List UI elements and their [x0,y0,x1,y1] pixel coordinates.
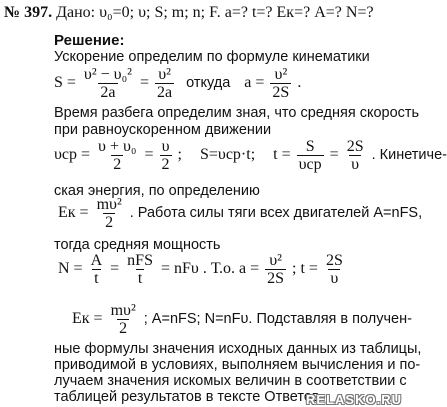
f2-num1: υ + υ₀ [98,138,137,155]
f1-den1: 2a [100,84,116,101]
f5-den: 2 [119,320,128,337]
f4-den4: υ [330,270,339,287]
f4-num4: 2S [325,252,343,269]
f1-den3: 2S [272,84,290,101]
site-watermark: RELASKO.RU [306,392,402,407]
f2-semi: ; [177,146,182,164]
f1-num3: υ² [274,66,288,83]
f1-num2: υ² [158,66,171,83]
f2-num4: 2S [346,138,364,155]
f3-frac [95,196,124,231]
text-line-3: при равноускоренном движении [54,122,272,138]
text-line-8: лучаем значения искомых величин в соответствии с [54,373,407,389]
problem-header [4,4,374,22]
text-line-1: Ускорение определим по формуле кинематики [54,49,370,65]
f2-frac-1 [96,138,138,173]
f3-e: Eк = [58,204,89,222]
f1-a: a = [244,74,265,92]
formula-results [72,302,412,337]
f2-tail: . Кинетиче- [371,147,447,164]
formula-power [58,252,347,287]
f4-frac-3 [265,252,286,287]
f1-num1: υ² − υ₀² [83,66,132,83]
problem-number: № 397. [4,4,53,21]
formula-time [54,138,447,173]
f1-otkuda: откуда [186,75,231,92]
f1-s: S = [54,74,76,92]
f1-eq: = [139,74,149,92]
f2-eq2: = [329,146,339,164]
f1-den2: 2a [157,84,173,101]
f2-den3: υср [298,156,322,173]
f5-num: mυ² [110,302,136,319]
formula-acceleration [54,66,301,101]
f4-n: N = [58,260,83,278]
f2-frac-3 [297,138,324,173]
f5-e: Eк = [72,310,103,328]
text-line-5: тогда средняя мощность [54,237,221,253]
f1-dot: . [297,74,302,92]
f2-s: S=υср·t; [199,146,256,164]
f4-frac-2 [125,252,155,287]
f2-t: t = [273,146,291,164]
text-line-2: Время разбега определим зная, что средняя скорость [54,105,420,121]
f3-den: 2 [105,214,114,231]
f1-frac-3 [270,66,291,101]
f1-frac-1 [82,66,134,101]
f4-num1: A [90,252,103,269]
f3-tail: . Работа силы тяги всех двигателей A=nFS, [129,205,423,222]
problem-given: Дано: υ₀=0; υ; S; m; n; F. a=? t=? Eк=? A=? N=? [56,4,374,21]
f2-num2: υ [161,138,170,155]
f2-den4: υ [351,156,360,173]
f4-den2: t [137,270,143,287]
f4-semi: ; t = [292,260,318,278]
text-line-6: ные формулы значения исходных данных из таблицы, [54,341,422,357]
text-line-4: ская энергия, по определению [54,183,260,199]
f2-vcp: υср = [54,146,91,164]
solution-title: Решение: [54,32,125,49]
f5-tail: ; A=nFS; N=nFυ. Подставляя в получен- [143,311,412,328]
f4-eq: = [110,260,120,278]
f3-num: mυ² [96,196,122,213]
f4-num2: nFS [127,252,153,269]
f4-frac-1 [89,252,105,287]
f4-den3: 2S [267,270,285,287]
formula-kinetic-energy [58,196,422,231]
f4-den1: t [94,270,99,287]
f2-eq: = [144,146,154,164]
text-line-7: приводимой в условиях, выполняем вычисления и по- [54,357,421,373]
f5-frac [109,302,138,337]
f2-frac-2 [160,138,172,173]
f1-frac-2 [155,66,174,101]
f4-mid: = nFυ . Т.о. a = [160,260,260,278]
f4-num3: υ² [269,252,282,269]
f2-num3: S [305,138,315,155]
f4-frac-4 [324,252,345,287]
text-line-9: таблицей результатов в тексте Ответов. [54,389,324,405]
f2-den2: 2 [161,156,170,173]
f2-frac-4 [345,138,366,173]
f2-den1: 2 [113,156,122,173]
